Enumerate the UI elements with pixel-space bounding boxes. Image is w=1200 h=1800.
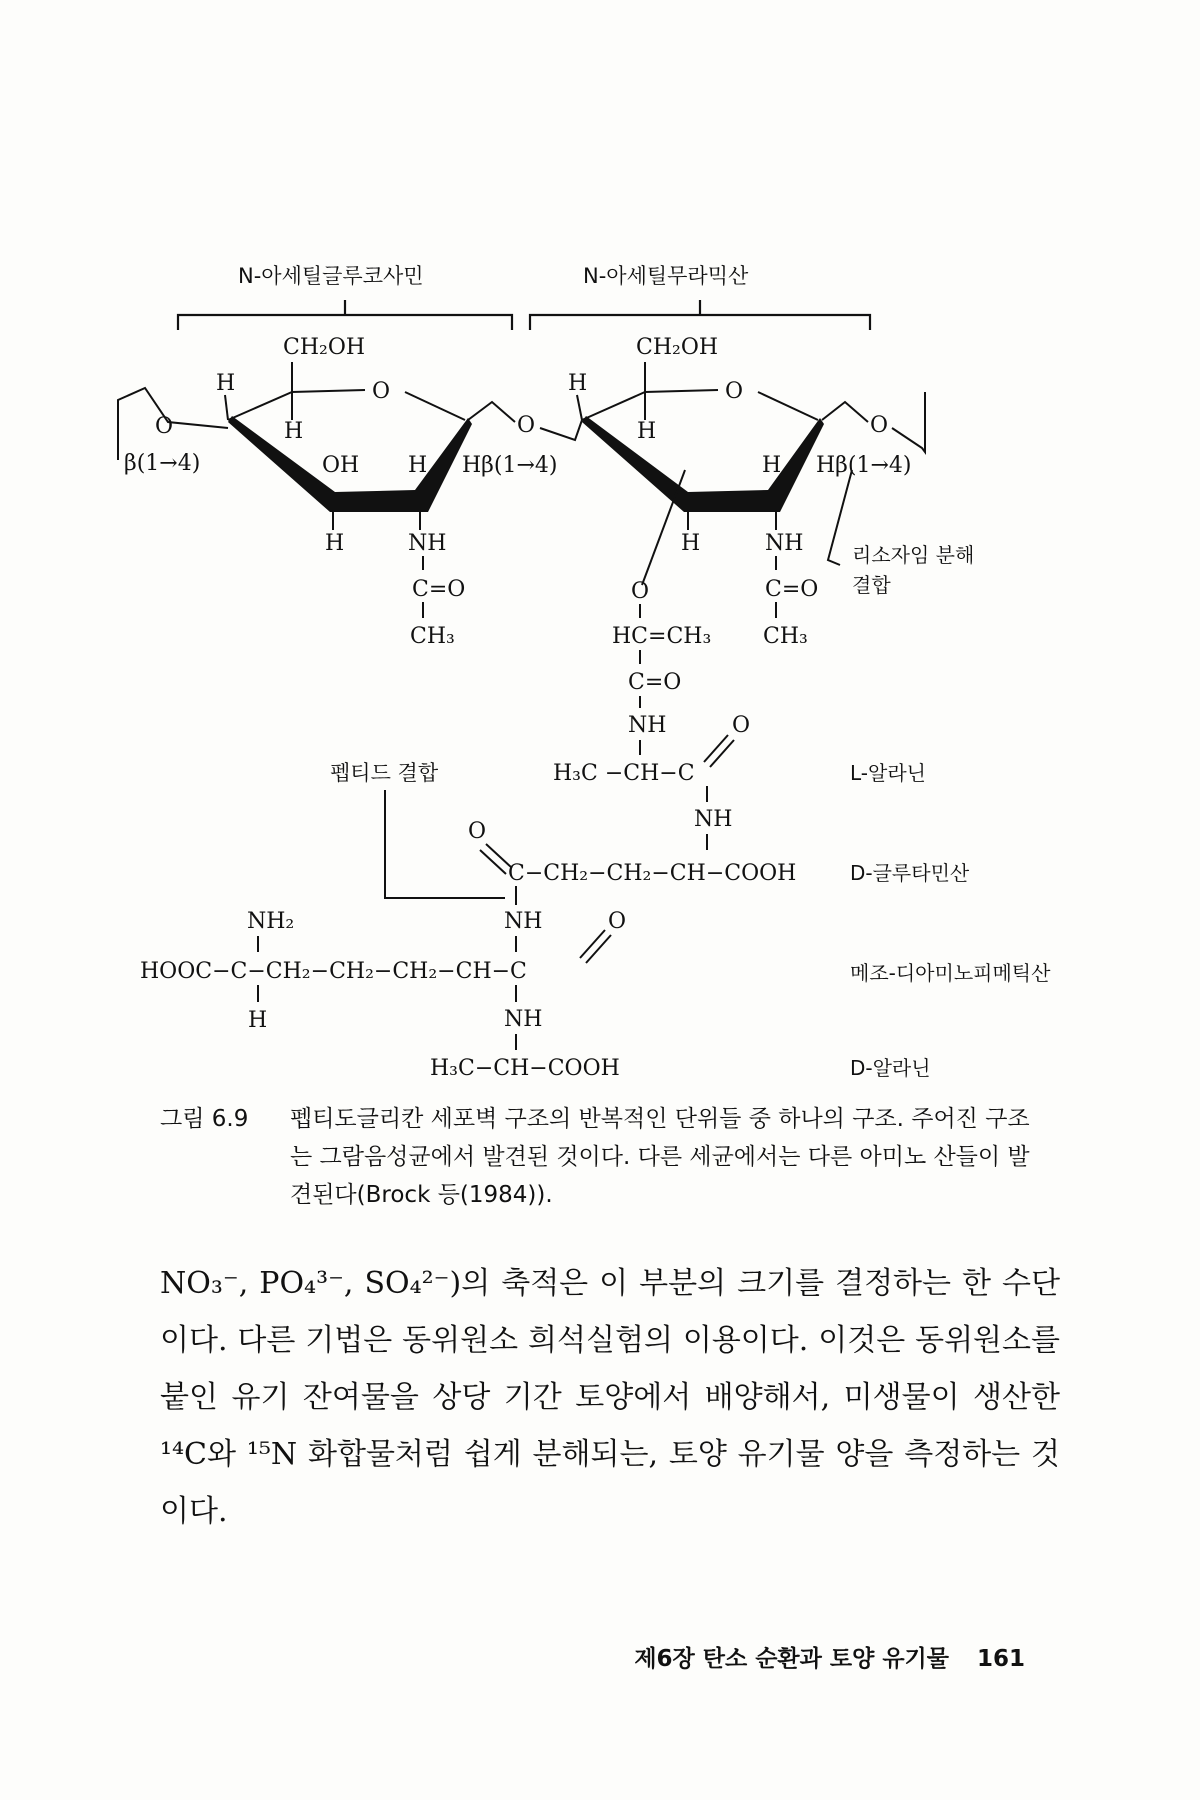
c-eq-o-left: C=O — [412, 577, 466, 602]
o-d-glu: O — [468, 819, 487, 844]
nh-left: NH — [408, 531, 447, 556]
ring-right-o: O — [725, 379, 744, 404]
ch3-left: CH₃ — [410, 624, 455, 649]
ch3-right: CH₃ — [763, 624, 808, 649]
d-glu-chain: C−CH₂−CH₂−CH−COOH — [508, 861, 797, 886]
ring-left-back2 — [405, 392, 465, 420]
hc-ch3: HC=CH₃ — [612, 624, 712, 649]
nh-d-glu: NH — [504, 909, 543, 934]
oh-left: OH — [322, 453, 360, 478]
d-alanine-chain: H₃C−CH−COOH — [430, 1056, 620, 1081]
bracket-left — [178, 300, 512, 330]
o-dap: O — [608, 909, 627, 934]
o-left: O — [155, 414, 174, 439]
h-left-4: H — [325, 531, 345, 556]
label-dap: 메조-디아미노피메틱산 — [850, 961, 1051, 985]
hbeta-link-mid: Hβ(1→4) — [462, 453, 558, 478]
dap-chain: HOOC−C−CH₂−CH₂−CH₂−CH−C — [140, 959, 527, 984]
nh-l-alanine: NH — [694, 807, 733, 832]
o-right-end: O — [870, 413, 889, 438]
o-lactyl: O — [631, 579, 650, 604]
figure-number: 그림 6.9 — [160, 1106, 249, 1132]
body-paragraph: NO₃⁻, PO₄³⁻, SO₄²⁻)의 축적은 이 부분의 크기를 결정하는 한 수단이다. 다른 기법은 동위원소 희석실험의 이용이다. 이것은 동위원소를 붙인 유기 잔여물을 상당 기간 토양에서 배양해서, 미생물이 생산한 ¹⁴C와 ¹⁵N 화합물처럼 쉽게 분해되는, 토양 유기물 양을 측정하는 것이다. — [160, 1266, 1060, 1529]
ring-left-o: O — [372, 379, 391, 404]
nh-lactyl: NH — [628, 713, 667, 738]
ch2oh-right: CH₂OH — [636, 335, 719, 360]
page-number: 161 — [976, 1646, 1025, 1672]
h-left-3: H — [408, 453, 428, 478]
label-d-glutamic-acid: D-글루타민산 — [850, 861, 970, 885]
lysozyme-pointer — [828, 470, 852, 565]
page-footer — [585, 1640, 1025, 1673]
h-right-1: H — [568, 371, 588, 396]
ch2oh-left: CH₂OH — [283, 335, 366, 360]
h-left-2: H — [284, 419, 304, 444]
label-l-alanine: L-알라닌 — [850, 761, 926, 785]
o-l-alanine: O — [732, 713, 751, 738]
h-dap: H — [248, 1008, 268, 1033]
figure-caption — [160, 1100, 1060, 1214]
h-left-1: H — [216, 371, 236, 396]
bracket-right — [530, 300, 870, 330]
label-peptide-bond: 펩티드 결합 — [330, 761, 439, 785]
c-eq-o-lactyl: C=O — [628, 670, 682, 695]
caption-text: 펩티도글리칸 세포벽 구조의 반복적인 단위들 중 하나의 구조. 주어진 구조는 그람음성균에서 발견된 것이다. 다른 세균에서는 다른 아미노 산들이 발견된다(Brock 등(1984)). — [290, 1106, 1030, 1208]
beta-link-left: β(1→4) — [124, 451, 201, 476]
hbeta-link-right: Hβ(1→4) — [816, 453, 912, 478]
ring-right-front — [582, 416, 824, 512]
label-d-alanine: D-알라닌 — [850, 1056, 931, 1080]
nh-dap: NH — [504, 1007, 543, 1032]
nh2-dap: NH₂ — [247, 909, 295, 934]
ring-left-back — [228, 390, 365, 420]
label-n-acetylglucosamine: N-아세틸글루코사민 — [238, 264, 424, 288]
ring-right-back — [582, 390, 718, 420]
label-lysozyme-bond: 결합 — [852, 573, 891, 597]
h-right-4: H — [681, 531, 701, 556]
label-n-acetylmuramic-acid: N-아세틸무라믹산 — [583, 264, 749, 288]
nh-right: NH — [765, 531, 804, 556]
o-middle: O — [517, 413, 536, 438]
l-alanine-chain: H₃C −CH−C — [553, 761, 695, 786]
label-lysozyme: 리소자임 분해 — [852, 543, 975, 567]
h-right-2: H — [637, 419, 657, 444]
c-eq-o-right: C=O — [765, 577, 819, 602]
chapter-title: 제6장 탄소 순환과 토양 유기물 — [634, 1646, 949, 1672]
h-right-3: H — [762, 453, 782, 478]
